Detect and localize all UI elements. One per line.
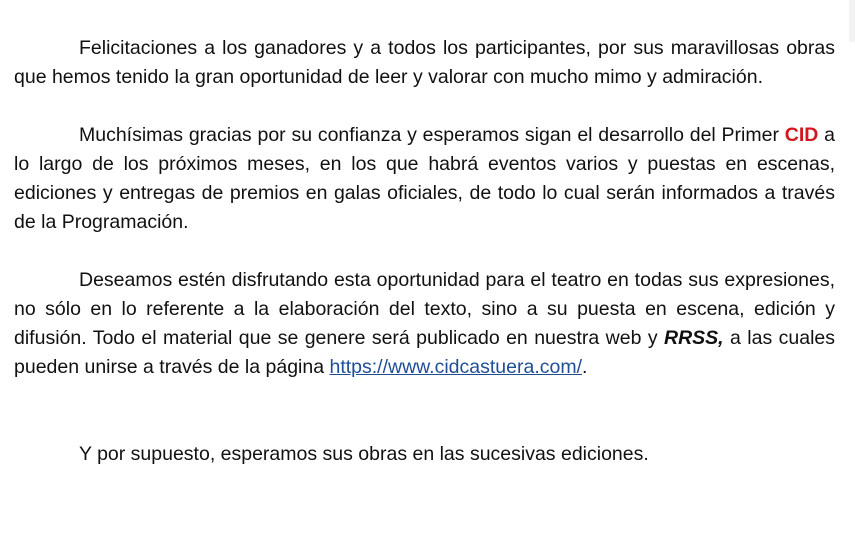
paragraph-congratulations-text: Felicitaciones a los ganadores y a todos los participantes, por sus maravillosas obras que hemos tenido la gran oportunidad de leer y valorar con mucho mimo y admiración.	[14, 37, 835, 88]
cid-highlight: CID	[784, 124, 819, 146]
rrss-emphasis: RRSS,	[664, 327, 724, 349]
paragraph-closing	[14, 440, 835, 469]
paragraph-publication	[14, 266, 835, 382]
paragraph-thanks-text-end: a lo largo de los próximos meses, en los que habrá eventos varios y puestas en escenas, ediciones y entregas de premios en galas oficiales, de todo lo cual serán informados a través de la Programación.	[14, 124, 835, 233]
paragraph-publication-text-end: .	[582, 356, 588, 378]
paragraph-congratulations	[14, 34, 835, 92]
paragraph-publication-text-middle: a las cuales pueden unirse a través de la página	[14, 327, 835, 378]
paragraph-closing-text: Y por supuesto, esperamos sus obras en las sucesivas ediciones.	[79, 443, 649, 465]
paragraph-publication-text-start: Deseamos estén disfrutando esta oportunidad para el teatro en todas sus expresiones, no sólo en lo referente a la elaboración del texto, sino a su puesta en escena, edición y difusión. Todo el material que se genere será publicado en nuestra web y	[14, 269, 835, 349]
website-link[interactable]: https://www.cidcastuera.com/	[329, 356, 582, 378]
page-edge	[849, 0, 855, 42]
paragraph-spacer	[14, 92, 835, 121]
paragraph-thanks-text-start: Muchísimas gracias por su confianza y esperamos sigan el desarrollo del Primer	[79, 124, 785, 146]
document-body	[14, 34, 835, 469]
paragraph-thanks	[14, 121, 835, 237]
paragraph-spacer	[14, 237, 835, 266]
paragraph-spacer-large	[14, 382, 835, 440]
